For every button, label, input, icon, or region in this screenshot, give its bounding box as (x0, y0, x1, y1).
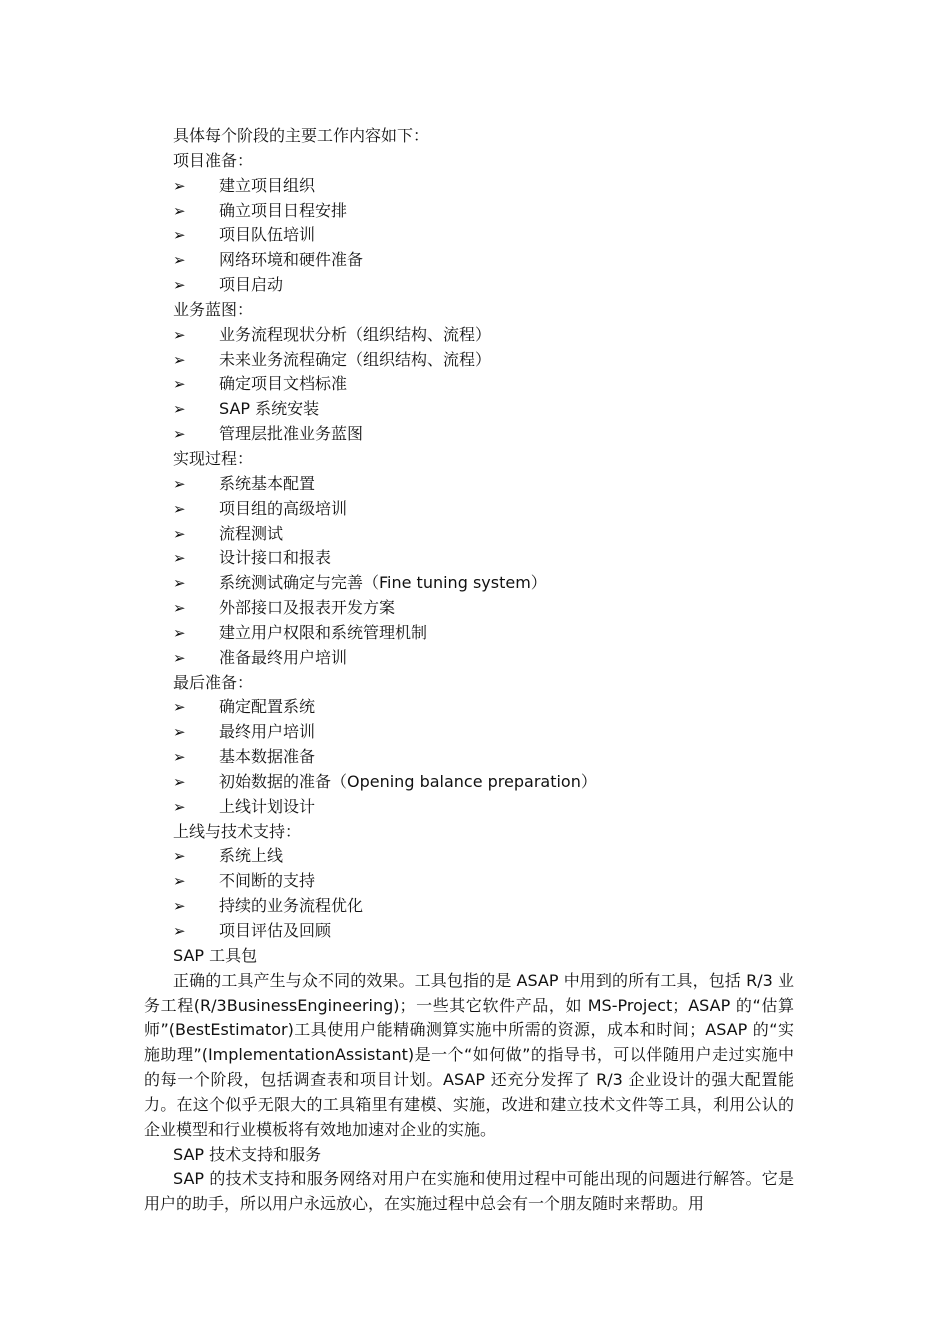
section-heading: 项目准备： (173, 150, 254, 170)
arrow-bullet-icon: ➢ (173, 375, 186, 394)
list-item-text: 确立项目日程安排 (219, 200, 348, 220)
arrow-bullet-icon: ➢ (173, 872, 186, 891)
list-item-text: 上线计划设计 (219, 796, 316, 816)
intro-line: 具体每个阶段的主要工作内容如下： (173, 126, 430, 145)
list-item-text: 流程测试 (219, 523, 284, 543)
list-item-text: 建立项目组织 (219, 175, 316, 195)
arrow-bullet-icon: ➢ (173, 748, 186, 767)
arrow-bullet-icon: ➢ (173, 474, 186, 493)
bullet-list (0, 472, 950, 671)
list-item (0, 174, 950, 199)
list-item (0, 844, 950, 869)
list-item-text: 系统测试确定与完善（Fine tuning system） (219, 573, 547, 593)
section-heading: 实现过程： (173, 448, 254, 468)
section-heading: 最后准备： (173, 672, 254, 692)
support-heading: SAP 技术支持和服务 (173, 1144, 322, 1164)
arrow-bullet-icon: ➢ (173, 897, 186, 916)
arrow-bullet-icon: ➢ (173, 226, 186, 245)
arrow-bullet-icon: ➢ (173, 599, 186, 618)
list-item (0, 919, 950, 944)
support-paragraph: SAP 的技术支持和服务网络对用户在实施和使用过程中可能出现的问题进行解答。它是用户的助手，所以用户永远放心，在实施过程中总会有一个朋友随时来帮助。用 (144, 1169, 794, 1214)
arrow-bullet-icon: ➢ (173, 425, 186, 444)
list-item (0, 248, 950, 273)
list-item-text: 确定项目文档标准 (219, 374, 348, 394)
list-item-text: 最终用户培训 (219, 722, 316, 742)
list-item (0, 795, 950, 820)
arrow-bullet-icon: ➢ (173, 201, 186, 220)
list-item-text: 持续的业务流程优化 (219, 896, 364, 916)
list-item (0, 621, 950, 646)
bullet-list (0, 323, 950, 447)
list-item-text: 项目队伍培训 (219, 225, 316, 245)
arrow-bullet-icon: ➢ (173, 325, 186, 344)
list-item-text: 外部接口及报表开发方案 (219, 598, 396, 618)
list-item-text: 项目评估及回顾 (219, 921, 332, 940)
list-item (0, 199, 950, 224)
list-item-text: 初始数据的准备（Opening balance preparation） (219, 771, 597, 791)
list-item (0, 472, 950, 497)
document-body (0, 124, 950, 1217)
arrow-bullet-icon: ➢ (173, 623, 186, 642)
toolkit-paragraph: 正确的工具产生与众不同的效果。工具包指的是 ASAP 中用到的所有工具，包括 R/3 业务工程(R/3BusinessEngineering)；一些其它软件产品，如 MS-Project；ASAP 的“估算师”(BestEstimator)工具使用户能精确测算实施中所需的资源，成本和时间；ASAP 的“实施助理”(ImplementationAssistant)是一个“如何做”的指导书，可以伴随用户走过实施中的每一个阶段，包括调查表和项目计划。ASAP 还充分发挥了 R/3 企业设计的强大配置能力。在这个似乎无限大的工具箱里有建模、实施，改进和建立技术文件等工具，利用公认的企业模型和行业模板将有效地加速对企业的实施。 (144, 970, 794, 1139)
list-item (0, 720, 950, 745)
list-item (0, 894, 950, 919)
list-item (0, 571, 950, 596)
list-item-text: 确定配置系统 (219, 697, 316, 717)
list-item-text: 项目启动 (219, 275, 284, 295)
list-item-text: 系统上线 (219, 846, 284, 866)
list-item (0, 770, 950, 795)
section-heading: 上线与技术支持： (173, 821, 302, 841)
list-item-text: 未来业务流程确定（组织结构、流程） (219, 349, 492, 369)
arrow-bullet-icon: ➢ (173, 176, 186, 195)
list-item (0, 348, 950, 373)
arrow-bullet-icon: ➢ (173, 772, 186, 791)
list-item (0, 497, 950, 522)
arrow-bullet-icon: ➢ (173, 698, 186, 717)
list-item (0, 223, 950, 248)
list-item-text: 建立用户权限和系统管理机制 (219, 622, 428, 642)
list-item-text: 准备最终用户培训 (219, 647, 348, 667)
list-item-text: SAP 系统安装 (219, 399, 320, 419)
list-item (0, 546, 950, 571)
arrow-bullet-icon: ➢ (173, 499, 186, 518)
list-item-text: 系统基本配置 (219, 473, 316, 493)
list-item (0, 745, 950, 770)
bullet-list (0, 844, 950, 943)
list-item (0, 646, 950, 671)
toolkit-heading: SAP 工具包 (173, 945, 258, 965)
arrow-bullet-icon: ➢ (173, 922, 186, 940)
list-item (0, 273, 950, 298)
arrow-bullet-icon: ➢ (173, 723, 186, 742)
bullet-list (0, 174, 950, 298)
list-item-text: 不间断的支持 (219, 871, 316, 891)
list-item-text: 设计接口和报表 (219, 548, 332, 568)
arrow-bullet-icon: ➢ (173, 524, 186, 543)
list-item (0, 869, 950, 894)
list-item-text: 项目组的高级培训 (219, 498, 348, 518)
arrow-bullet-icon: ➢ (173, 574, 186, 593)
arrow-bullet-icon: ➢ (173, 251, 186, 270)
list-item-text: 网络环境和硬件准备 (219, 250, 364, 270)
section-heading: 业务蓝图： (173, 299, 254, 319)
list-item (0, 372, 950, 397)
arrow-bullet-icon: ➢ (173, 797, 186, 816)
list-item (0, 323, 950, 348)
bullet-list (0, 695, 950, 819)
list-item-text: 业务流程现状分析（组织结构、流程） (219, 324, 492, 344)
arrow-bullet-icon: ➢ (173, 400, 186, 419)
arrow-bullet-icon: ➢ (173, 276, 186, 295)
list-item (0, 695, 950, 720)
arrow-bullet-icon: ➢ (173, 549, 186, 568)
list-item-text: 管理层批准业务蓝图 (219, 424, 364, 444)
list-item (0, 596, 950, 621)
list-item (0, 422, 950, 447)
phase-sections (0, 149, 950, 944)
list-item (0, 397, 950, 422)
arrow-bullet-icon: ➢ (173, 847, 186, 866)
list-item-text: 基本数据准备 (219, 747, 316, 767)
arrow-bullet-icon: ➢ (173, 350, 186, 369)
list-item (0, 522, 950, 547)
arrow-bullet-icon: ➢ (173, 648, 186, 667)
